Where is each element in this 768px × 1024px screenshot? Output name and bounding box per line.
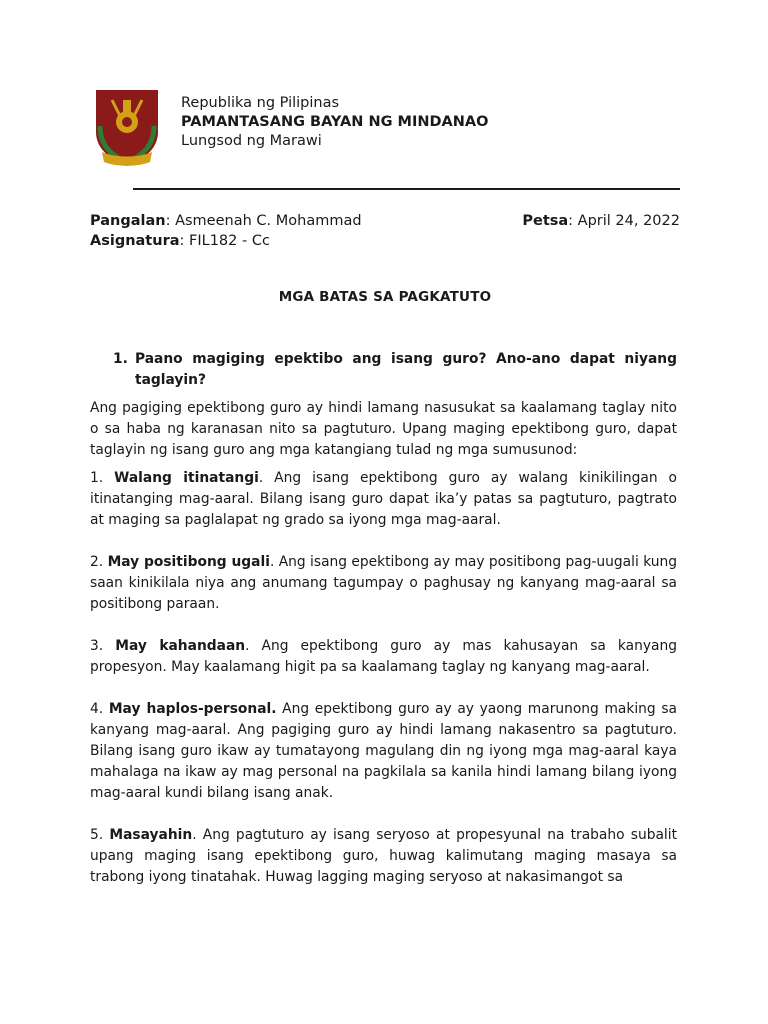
student-info <box>90 211 680 251</box>
university-name: PAMANTASANG BAYAN NG MINDANAO <box>181 114 489 130</box>
header-divider <box>133 188 680 190</box>
name-field <box>90 211 362 231</box>
subject-label: Asignatura <box>90 233 180 249</box>
item-term: Walang itinatangi <box>114 470 259 486</box>
list-item <box>90 699 677 804</box>
item-term: May kahandaan <box>115 638 246 654</box>
list-item <box>90 636 677 678</box>
item-number: 2. <box>90 554 108 570</box>
list-item <box>90 552 677 615</box>
item-term: May positibong ugali <box>107 554 270 570</box>
university-seal-logo <box>90 86 164 170</box>
item-term: Masayahin <box>109 827 193 843</box>
item-text: . Ang isang epektibong guro ay walang kinikilingan o itinatanging mag-aaral. Bilang isang guro dapat ika’y patas sa pagtuturo, pagtrato at maging sa paglalapat ng grado sa iyong mga mag-aaral. <box>90 470 677 528</box>
question-text: Paano magiging epektibo ang isang guro? Ano-ano dapat niyang taglayin? <box>135 351 677 388</box>
item-text: . Ang isang epektibong ay may positibong pag-uugali kung saan kinikilala niya ang anumang tagumpay o paghusay ng kanyang mag-aaral sa positibong paraan. <box>90 554 677 612</box>
city-line: Lungsod ng Marawi <box>181 133 322 149</box>
question-number: 1. <box>113 351 128 367</box>
item-term: May haplos-personal. <box>108 701 277 717</box>
date-field <box>522 211 680 231</box>
list-item <box>90 468 677 531</box>
item-text: . Ang epektibong guro ay mas kahusayan sa kanyang propesyon. May kaalamang higit pa sa kaalamang taglay ng kanyang mag-aaral. <box>90 638 677 675</box>
answer-body <box>90 398 677 909</box>
date-value: : April 24, 2022 <box>568 213 680 229</box>
intro-paragraph: Ang pagiging epektibong guro ay hindi lamang nasusukat sa kaalamang taglay nito o sa haba ng karanasan nito sa pagtuturo. Upang maging epektibong guro, dapat taglayin ng isang guro ang mga katangiang tulad ng mga sumusunod: <box>90 400 677 458</box>
name-value: : Asmeenah C. Mohammad <box>165 213 362 229</box>
subject-field <box>90 231 270 251</box>
name-label: Pangalan <box>90 213 166 229</box>
republic-line: Republika ng Pilipinas <box>181 95 340 111</box>
item-number: 5. <box>90 827 110 843</box>
item-number: 3. <box>90 638 116 654</box>
item-number: 4. <box>90 701 109 717</box>
item-text: . Ang pagtuturo ay isang seryoso at propesyunal na trabaho subalit upang maging isang epektibong guro, huwag kalimutang maging masaya sa trabong iyong tinatahak. Huwag lagging maging seryoso at nakasimangot sa <box>90 827 677 885</box>
item-number: 1. <box>90 470 115 486</box>
date-label: Petsa <box>522 213 569 229</box>
question <box>90 349 677 391</box>
list-item <box>90 825 677 888</box>
letterhead <box>181 94 488 151</box>
document-title: MGA BATAS SA PAGKATUTO <box>278 289 492 305</box>
item-text: Ang epektibong guro ay ay yaong marunong making sa kanyang mag-aaral. Ang pagiging guro ay hindi lamang nakasentro sa pagtuturo. Bilang isang guro ikaw ay tumatayong magulang din ng iyong mga mag-aaral kaya mahalaga na ikaw ay mag personal na pagkilala sa kanila hindi lamang bilang iyong mag-aaral kundi bilang isang anak. <box>90 701 677 801</box>
subject-value: : FIL182 - Cc <box>179 233 270 249</box>
